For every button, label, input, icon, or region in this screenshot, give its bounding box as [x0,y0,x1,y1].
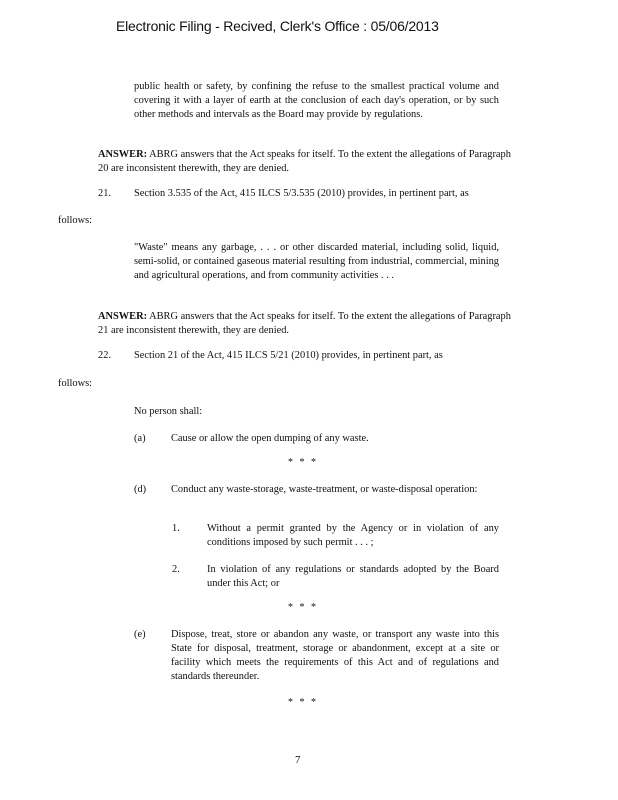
omission-stars: * * * [288,697,318,708]
item-text: Cause or allow the open dumping of any waste. [171,433,369,444]
item-text: In violation of any regulations or standards adopted by the Board under this Act; or [207,564,499,589]
paragraph-number: 22. [98,350,111,361]
statute-quote-continued [134,80,499,122]
subitem-2 [172,563,499,593]
paragraph-text: Section 3.535 of the Act, 415 ILCS 5/3.535 (2010) provides, in pertinent part, as [134,188,469,199]
answer-label: ANSWER: [98,311,148,322]
item-e [134,628,499,688]
quote-text: public health or safety, by confining the refuse to the smallest practical volume and covering it with a layer of earth at the conclusion of each day's operation, or by such other methods and intervals as the Board may provide by regulations. [134,81,499,120]
item-d [134,483,499,513]
answer-text: ABRG answers that the Act speaks for itself. To the extent the allegations of Paragraph 21 are inconsistent therewith, they are denied. [98,311,511,336]
omission-stars: * * * [288,457,318,468]
item-marker: (a) [134,433,146,444]
subitem-1 [172,522,499,552]
paragraph-number: 21. [98,188,111,199]
answer-paragraph-21 [98,310,522,338]
paragraph-text: Section 21 of the Act, 415 ILCS 5/21 (2010) provides, in pertinent part, as [134,350,443,361]
item-marker: (d) [134,484,147,495]
answer-text: ABRG answers that the Act speaks for itself. To the extent the allegations of Paragraph 20 are inconsistent therewith, they are denied. [98,149,511,174]
paragraph-21 [98,187,522,201]
paragraph-22-continued: follows: [58,378,93,389]
item-a [134,432,499,448]
no-person-shall: No person shall: [134,406,203,417]
page-number: 7 [295,754,301,766]
item-text: Dispose, treat, store or abandon any waste, or transport any waste into this State for disposal, treatment, storage or abandonment, except at a site or facility which meets the requirements of this Act and of regulations and standards thereunder. [171,629,499,682]
item-text: Without a permit granted by the Agency or in violation of any conditions imposed by such permit . . . ; [207,523,499,548]
item-text: Conduct any waste-storage, waste-treatment, or waste-disposal operation: [171,484,478,495]
quote-text: "Waste" means any garbage, . . . or other discarded material, including solid, liquid, semi-solid, or contained gaseous material resulting from industrial, commercial, mining and agricultural operations, and from community activities . . . [134,242,499,281]
item-marker: 1. [172,523,180,534]
omission-stars: * * * [288,602,318,613]
item-marker: (e) [134,629,146,640]
filing-header: Electronic Filing - Recived, Clerk's Office : 05/06/2013 [116,18,439,34]
answer-paragraph-20 [98,148,522,176]
item-marker: 2. [172,564,180,575]
waste-definition-quote [134,241,499,283]
paragraph-21-continued: follows: [58,215,93,226]
answer-label: ANSWER: [98,149,148,160]
paragraph-22 [98,349,522,363]
